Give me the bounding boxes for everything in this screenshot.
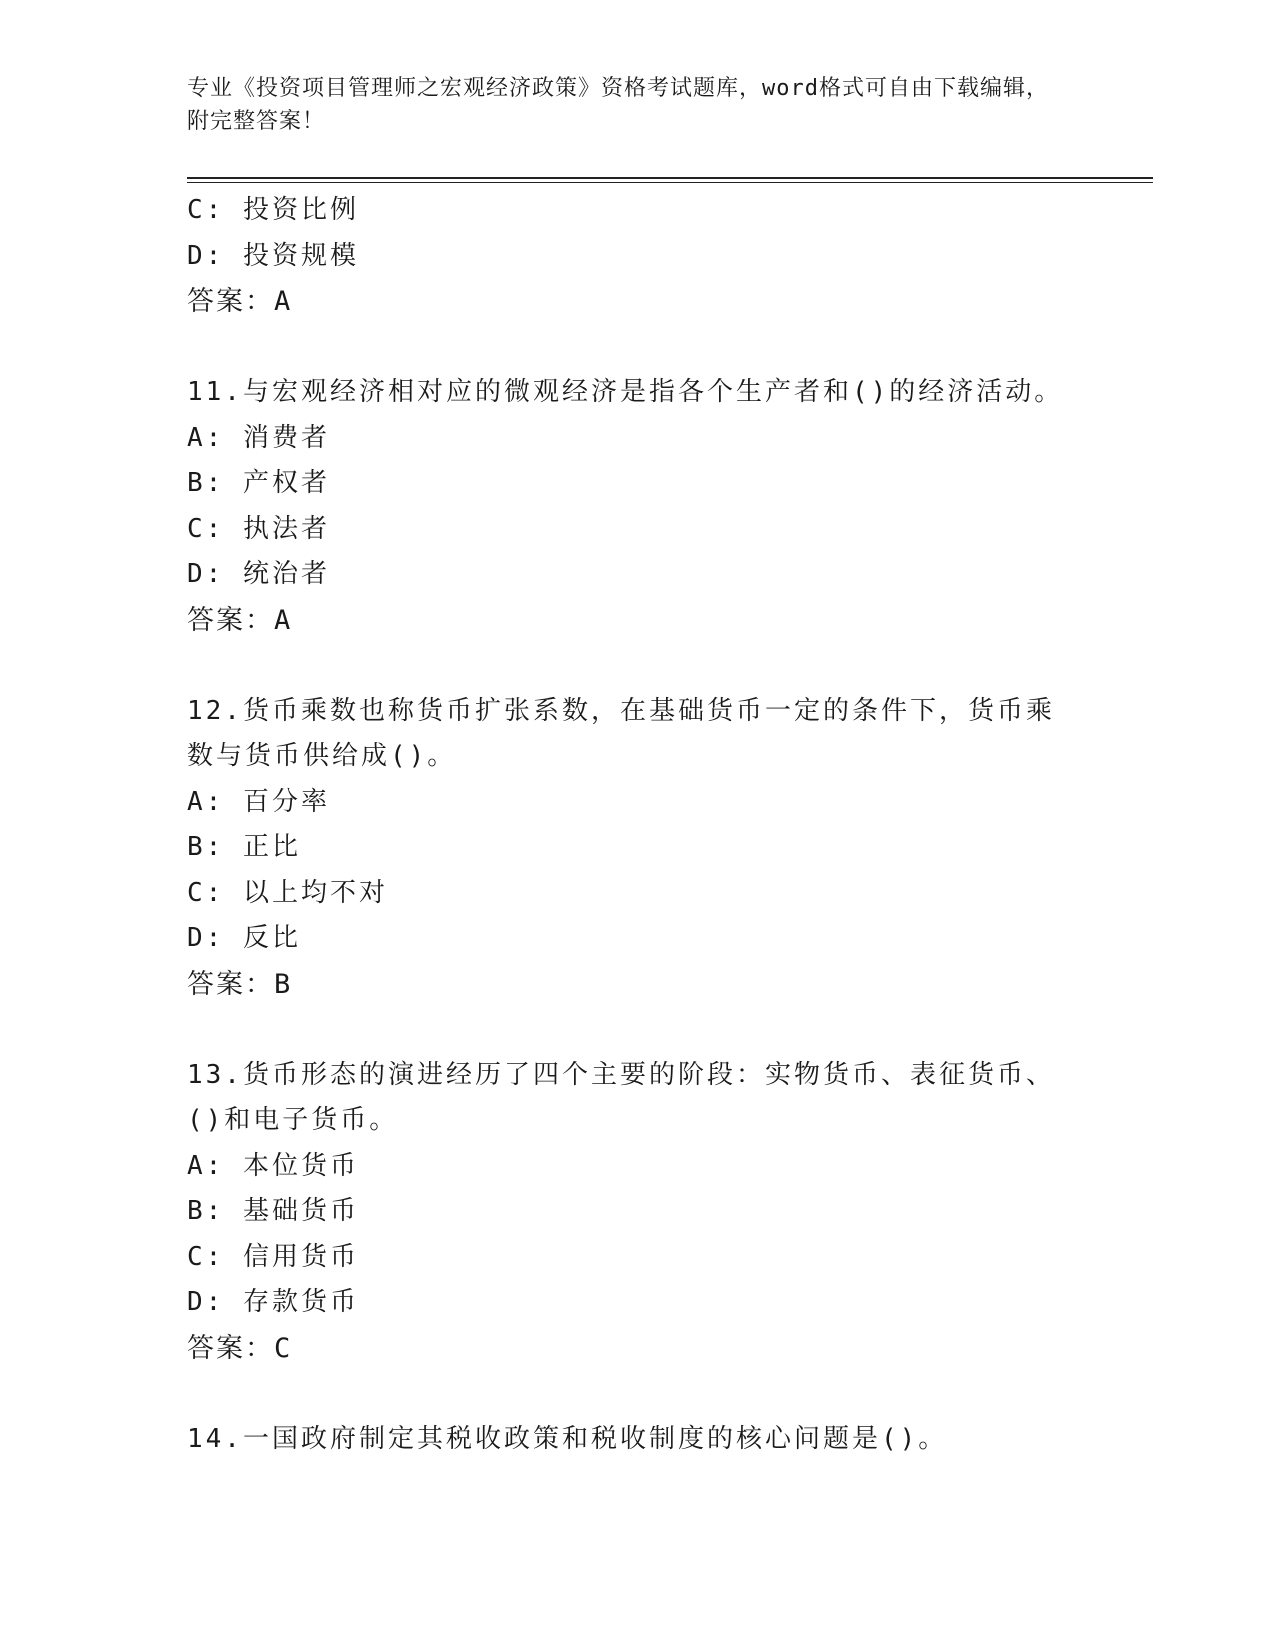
option-b: B: 产权者 (187, 468, 330, 498)
option-c: C: 信用货币 (187, 1241, 359, 1272)
option-c: C: 投资比例 (187, 195, 359, 225)
prev-question-block (187, 188, 1087, 325)
answer-line: 答案：A (187, 286, 293, 317)
option-d: D: 统治者 (187, 559, 330, 589)
question-11 (187, 370, 1087, 643)
answer-line: 答案：C (187, 1332, 293, 1364)
question-text: 14.一国政府制定其税收政策和税收制度的核心问题是()。 (187, 1423, 948, 1454)
question-text: 11.与宏观经济相对应的微观经济是指各个生产者和()的经济活动。 (187, 377, 1064, 407)
option-c: C: 以上均不对 (187, 877, 388, 908)
question-14 (187, 1417, 1087, 1463)
document-header: 专业《投资项目管理师之宏观经济政策》资格考试题库，word格式可自由下载编辑，附完整答案！ (187, 76, 1049, 134)
question-13 (187, 1053, 1087, 1372)
answer-line: 答案：A (187, 604, 293, 636)
question-text: 13.货币形态的演进经历了四个主要的阶段：实物货币、表征货币、()和电子货币。 (187, 1059, 1055, 1135)
option-b: B: 正比 (187, 832, 301, 862)
option-c: C: 执法者 (187, 513, 330, 544)
option-d: D: 反比 (187, 923, 301, 953)
question-12 (187, 689, 1087, 1008)
option-d: D: 投资规模 (187, 240, 359, 271)
option-a: A: 消费者 (187, 422, 330, 453)
question-text: 12.货币乘数也称货币扩张系数，在基础货币一定的条件下，货币乘数与货币供给成()。 (187, 695, 1055, 771)
answer-line: 答案：B (187, 968, 293, 1000)
option-d: D: 存款货币 (187, 1287, 359, 1317)
question-list (187, 188, 1087, 1462)
option-a: A: 本位货币 (187, 1150, 359, 1181)
option-b: B: 基础货币 (187, 1196, 359, 1226)
header-divider (187, 177, 1153, 183)
option-a: A: 百分率 (187, 786, 330, 817)
